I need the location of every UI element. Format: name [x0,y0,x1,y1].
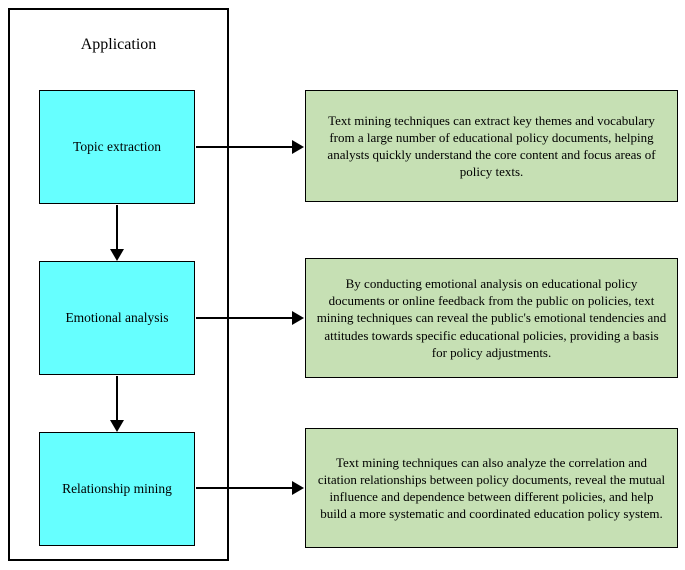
arrow-head [110,420,124,432]
description-box-topic-extraction [305,90,678,202]
step-label: Topic extraction [73,139,161,154]
arrow-shaft [116,376,118,420]
step-box-emotional-analysis [39,261,195,375]
arrow-right-icon [196,481,304,495]
arrow-head [292,140,304,154]
arrow-right-icon [196,311,304,325]
arrow-head [292,481,304,495]
arrow-head [292,311,304,325]
step-label: Relationship mining [62,481,172,496]
description-box-emotional-analysis [305,258,678,378]
description-text: Text mining techniques can also analyze the correlation and citation relationships between policy documents, reveal the mutual influence and dependence between different policies, and help build a more systematic and coordinated education policy system. [317,454,666,522]
arrow-down-icon [110,205,124,261]
step-box-topic-extraction [39,90,195,204]
arrow-shaft [196,487,293,489]
diagram-title: Application [80,36,157,53]
arrow-right-icon [196,140,304,154]
description-text: By conducting emotional analysis on educational policy documents or online feedback from the public on policies, text mining techniques can reveal the public's emotional tendencies and attitudes towards specific educational policies, providing a basis for policy adjustments. [316,276,667,360]
description-box-relationship-mining [305,428,678,548]
arrow-shaft [196,317,293,319]
description-text: Text mining techniques can extract key themes and vocabulary from a large number of educational policy documents, helping analysts quickly understand the core content and focus areas of policy texts. [327,112,656,180]
arrow-down-icon [110,376,124,432]
arrow-shaft [196,146,293,148]
arrow-head [110,249,124,261]
step-box-relationship-mining [39,432,195,546]
step-label: Emotional analysis [65,310,169,325]
arrow-shaft [116,205,118,249]
